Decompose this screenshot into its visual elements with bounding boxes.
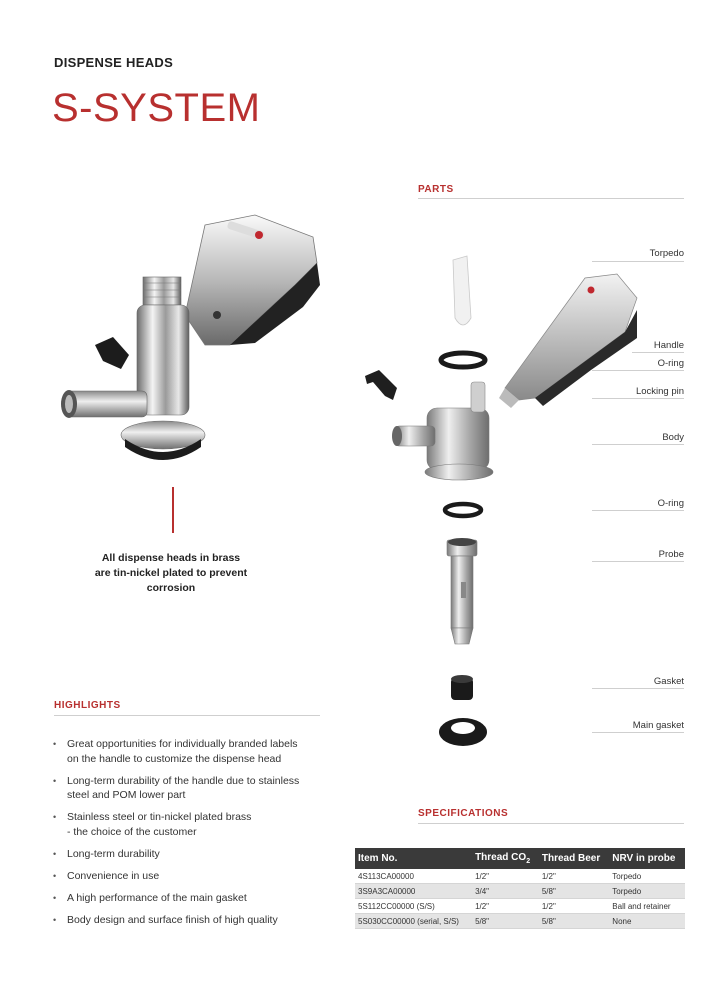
list-item: • Convenience in use (52, 869, 327, 884)
part-label-body: Body (662, 432, 684, 443)
table-row (355, 914, 685, 929)
section-eyebrow: DISPENSE HEADS (54, 55, 174, 70)
table-cell: 5/8" (539, 914, 609, 929)
list-item: • Stainless steel or tin-nickel plated brass - the choice of the customer (52, 810, 327, 839)
part-leader-line (592, 398, 684, 399)
table-row (355, 899, 685, 914)
table-cell: 3S9A3CA00000 (355, 884, 472, 899)
part-leader-line (592, 370, 684, 371)
parts-heading: PARTS (418, 184, 454, 195)
column-header: Item No. (355, 848, 472, 869)
table-cell: 1/2" (472, 869, 539, 884)
specifications-rule (418, 823, 684, 824)
part-label-probe: Probe (658, 549, 684, 560)
table-cell: 5/8" (472, 914, 539, 929)
torpedo-part (453, 256, 471, 325)
part-leader-line (592, 510, 684, 511)
table-row (355, 869, 685, 884)
table-cell: 5S030CC00000 (serial, S/S) (355, 914, 472, 929)
part-label-o-ring: O-ring (657, 358, 684, 369)
column-header: Thread $CO_2$ (472, 848, 539, 869)
part-leader-line (592, 444, 684, 445)
table-cell: 1/2" (472, 899, 539, 914)
part-label-locking-pin: Locking pin (635, 386, 684, 397)
highlights-heading: HIGHLIGHTS (54, 700, 121, 711)
table-cell: 1/2" (539, 899, 609, 914)
part-leader-line (592, 261, 684, 262)
specifications-heading: SPECIFICATIONS (418, 808, 509, 819)
page-title: S-SYSTEM (52, 86, 261, 130)
highlights-list (52, 737, 327, 935)
part-leader-line (592, 688, 684, 689)
parts-rule (418, 198, 684, 199)
locking-pin-part (365, 370, 397, 400)
list-item: • Great opportunities for individually branded labels on the handle to customize the dispense head (52, 737, 327, 766)
table-row (355, 884, 685, 899)
probe-part (447, 538, 477, 644)
table-cell: 5/8" (539, 884, 609, 899)
table-cell: Torpedo (609, 884, 685, 899)
caption-line: are tin-nickel plated to prevent (94, 567, 248, 579)
table-cell: 5S112CC00000 (S/S) (355, 899, 472, 914)
caption-line: corrosion (146, 582, 196, 594)
part-label-handle: Handle (653, 340, 684, 351)
list-item: • Long-term durability of the handle due to stainless steel and POM lower part (52, 774, 327, 803)
column-header: Thread Beer (539, 848, 609, 869)
column-header: NRV in probe (609, 848, 685, 869)
specifications-table (355, 848, 685, 929)
callout-line (172, 487, 174, 533)
body-part (392, 382, 493, 480)
part-leader-line (592, 732, 684, 733)
table-header-row (355, 848, 685, 869)
highlights-rule (54, 715, 320, 716)
plating-caption (60, 551, 282, 596)
table-cell: Ball and retainer (609, 899, 685, 914)
table-cell: None (609, 914, 685, 929)
table-cell: 3/4" (472, 884, 539, 899)
list-item: • A high performance of the main gasket (52, 891, 327, 906)
caption-line: All dispense heads in brass (101, 552, 241, 564)
part-label-torpedo: Torpedo (649, 248, 684, 259)
part-leader-line (592, 561, 684, 562)
part-label-o-ring-lower: O-ring (657, 498, 684, 509)
dispense-head-illustration (55, 195, 330, 475)
part-label-gasket: Gasket (653, 676, 684, 687)
part-leader-line (632, 352, 684, 353)
o-ring-part (441, 353, 485, 367)
list-item: • Long-term durability (52, 847, 327, 862)
list-item: • Body design and surface finish of high quality (52, 913, 327, 928)
table-cell: 1/2" (539, 869, 609, 884)
part-label-main-gasket: Main gasket (632, 720, 684, 731)
o-ring-part (445, 504, 481, 516)
table-cell: Torpedo (609, 869, 685, 884)
table-cell: 4S113CA00000 (355, 869, 472, 884)
